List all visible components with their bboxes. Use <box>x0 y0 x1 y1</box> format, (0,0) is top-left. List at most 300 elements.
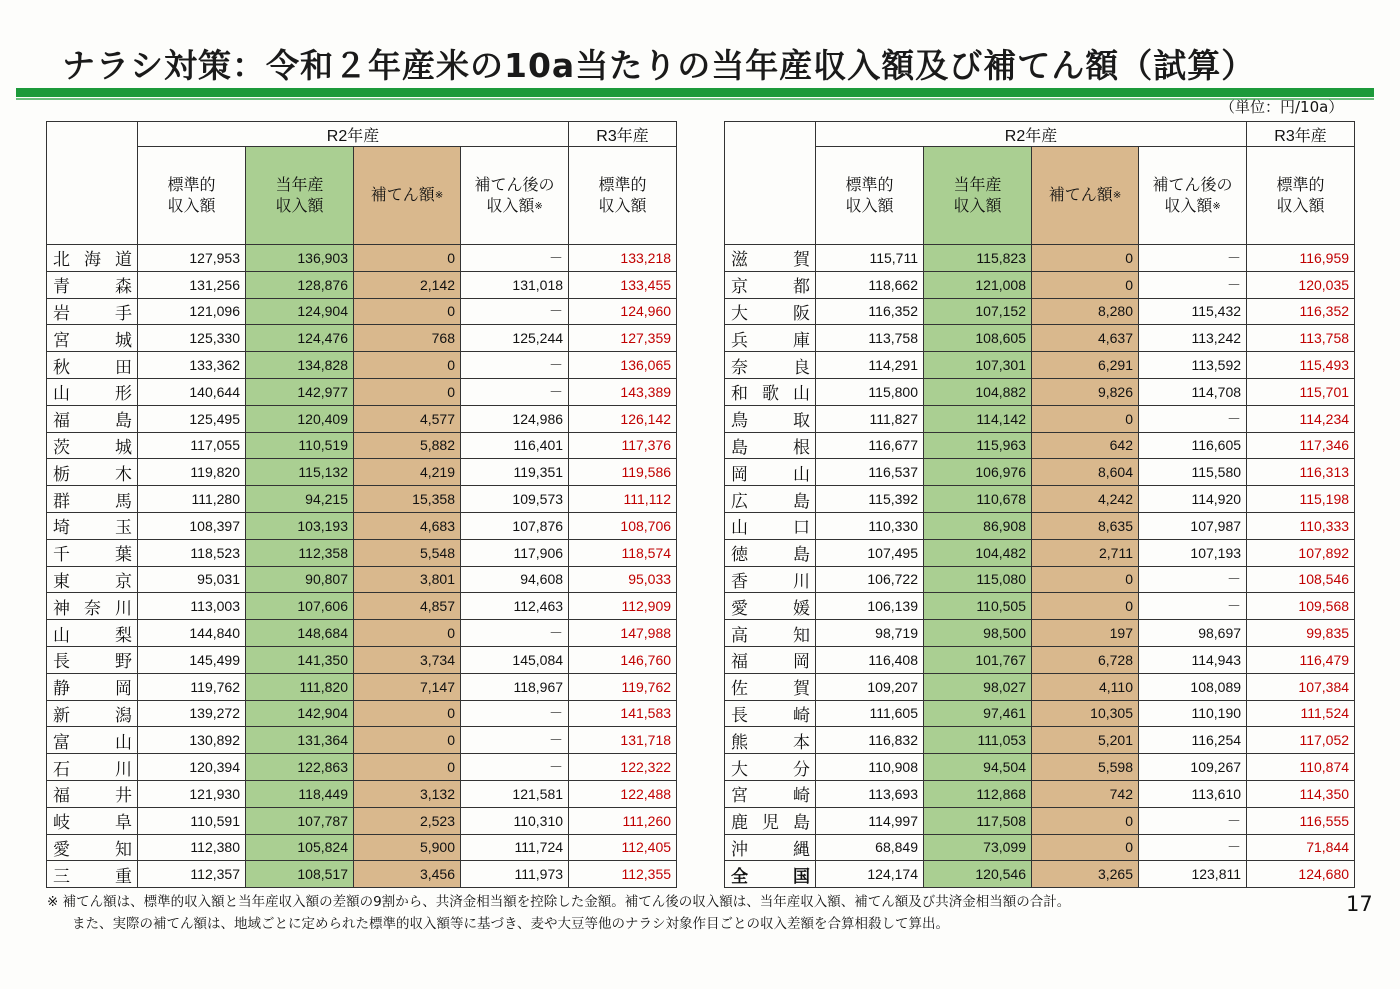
compensation-cell: 0 <box>354 245 461 272</box>
after-comp-cell: 107,987 <box>1139 512 1247 539</box>
table-row <box>47 727 677 754</box>
std-income-cell: 125,330 <box>138 325 246 352</box>
compensation-cell: 2,142 <box>354 271 461 298</box>
r3-std-income-cell: 131,718 <box>569 727 677 754</box>
prefecture-cell: 青森 <box>47 271 138 298</box>
current-income-cell: 86,908 <box>924 512 1032 539</box>
compensation-cell: 0 <box>354 378 461 405</box>
compensation-header: 補てん額※ <box>354 147 461 245</box>
r3-std-income-cell: 124,960 <box>569 298 677 325</box>
r3-std-income-cell: 109,568 <box>1247 593 1355 620</box>
std-income-cell: 110,908 <box>816 754 924 781</box>
current-income-cell: 115,132 <box>246 459 354 486</box>
compensation-cell: 8,280 <box>1032 298 1139 325</box>
current-income-cell: 114,142 <box>924 405 1032 432</box>
prefecture-cell: 徳島 <box>725 539 816 566</box>
current-income-cell: 90,807 <box>246 566 354 593</box>
compensation-cell: 3,801 <box>354 566 461 593</box>
compensation-cell: 0 <box>354 352 461 379</box>
current-income-header: 当年産 収入額 <box>924 147 1032 245</box>
std-income-cell: 131,256 <box>138 271 246 298</box>
prefecture-cell: 群馬 <box>47 486 138 513</box>
compensation-cell: 6,728 <box>1032 646 1139 673</box>
std-income-cell: 108,397 <box>138 512 246 539</box>
compensation-cell: 4,683 <box>354 512 461 539</box>
compensation-cell: 0 <box>1032 405 1139 432</box>
current-income-cell: 121,008 <box>924 271 1032 298</box>
compensation-cell: 5,598 <box>1032 754 1139 781</box>
table-row <box>725 459 1355 486</box>
compensation-cell: 8,635 <box>1032 512 1139 539</box>
prefecture-cell: 鹿児島 <box>725 807 816 834</box>
r3-std-income-cell: 71,844 <box>1247 834 1355 861</box>
current-income-cell: 107,606 <box>246 593 354 620</box>
table-row <box>725 727 1355 754</box>
compensation-cell: 8,604 <box>1032 459 1139 486</box>
after-comp-cell: 131,018 <box>461 271 569 298</box>
table-row <box>725 861 1355 888</box>
title-underline-thin <box>16 98 1374 100</box>
r3-std-income-cell: 108,706 <box>569 512 677 539</box>
r3-std-income-cell: 113,758 <box>1247 325 1355 352</box>
after-comp-cell: 111,724 <box>461 834 569 861</box>
r3-std-income-cell: 143,389 <box>569 378 677 405</box>
std-income-cell: 111,827 <box>816 405 924 432</box>
compensation-cell: 768 <box>354 325 461 352</box>
prefecture-cell: 大阪 <box>725 298 816 325</box>
current-income-cell: 148,684 <box>246 620 354 647</box>
table-row <box>47 245 677 272</box>
compensation-cell: 2,711 <box>1032 539 1139 566</box>
compensation-cell: 7,147 <box>354 673 461 700</box>
prefecture-cell: 長野 <box>47 646 138 673</box>
current-income-cell: 115,080 <box>924 566 1032 593</box>
r3-std-income-cell: 117,346 <box>1247 432 1355 459</box>
prefecture-cell: 宮城 <box>47 325 138 352</box>
right-table <box>724 121 1355 888</box>
current-income-cell: 122,863 <box>246 754 354 781</box>
std-income-cell: 112,380 <box>138 834 246 861</box>
footnote-1: ※ 補てん額は、標準的収入額と当年産収入額の差額の9割から、共済金相当額を控除した金額。補てん後の収入額は、当年産収入額、補てん額及び共済金相当額の合計。 <box>47 894 1071 910</box>
table-row <box>47 646 677 673</box>
r3-std-income-cell: 116,352 <box>1247 298 1355 325</box>
r3-header: R3年産 <box>569 122 677 147</box>
current-income-cell: 107,152 <box>924 298 1032 325</box>
current-income-cell: 115,823 <box>924 245 1032 272</box>
after-comp-cell: 107,193 <box>1139 539 1247 566</box>
r3-std-income-cell: 116,959 <box>1247 245 1355 272</box>
table-row <box>725 700 1355 727</box>
table-row <box>47 700 677 727</box>
after-comp-cell: 111,973 <box>461 861 569 888</box>
std-income-cell: 116,352 <box>816 298 924 325</box>
std-income-header: 標準的 収入額 <box>138 147 246 245</box>
compensation-cell: 0 <box>1032 566 1139 593</box>
prefecture-cell: 新潟 <box>47 700 138 727</box>
after-comp-cell: 107,876 <box>461 512 569 539</box>
after-comp-cell: 114,943 <box>1139 646 1247 673</box>
current-income-cell: 108,605 <box>924 325 1032 352</box>
prefecture-cell: 秋田 <box>47 352 138 379</box>
after-comp-cell: 98,697 <box>1139 620 1247 647</box>
prefecture-cell: 岩手 <box>47 298 138 325</box>
prefecture-cell: 福島 <box>47 405 138 432</box>
prefecture-cell: 高知 <box>725 620 816 647</box>
current-income-cell: 117,508 <box>924 807 1032 834</box>
prefecture-cell: 滋賀 <box>725 245 816 272</box>
r3-std-income-cell: 99,835 <box>1247 620 1355 647</box>
table-row <box>725 593 1355 620</box>
r3-std-income-cell: 110,874 <box>1247 754 1355 781</box>
r3-std-income-cell: 117,052 <box>1247 727 1355 754</box>
prefecture-cell: 愛媛 <box>725 593 816 620</box>
after-comp-header: 補てん後の 収入額※ <box>461 147 569 245</box>
table-row <box>725 646 1355 673</box>
prefecture-cell: 鳥取 <box>725 405 816 432</box>
std-income-cell: 121,096 <box>138 298 246 325</box>
r3-std-income-cell: 119,586 <box>569 459 677 486</box>
std-income-cell: 121,930 <box>138 780 246 807</box>
r3-std-income-cell: 112,909 <box>569 593 677 620</box>
after-comp-cell: 145,084 <box>461 646 569 673</box>
after-comp-cell: － <box>461 378 569 405</box>
r3-std-income-cell: 116,313 <box>1247 459 1355 486</box>
std-income-cell: 107,495 <box>816 539 924 566</box>
std-income-cell: 111,280 <box>138 486 246 513</box>
r3-std-income-cell: 115,701 <box>1247 378 1355 405</box>
after-comp-cell: － <box>1139 807 1247 834</box>
current-income-cell: 106,976 <box>924 459 1032 486</box>
r3-std-income-cell: 110,333 <box>1247 512 1355 539</box>
current-income-cell: 110,678 <box>924 486 1032 513</box>
current-income-cell: 98,027 <box>924 673 1032 700</box>
compensation-cell: 0 <box>1032 834 1139 861</box>
after-comp-cell: － <box>461 245 569 272</box>
r3-std-income-cell: 124,680 <box>1247 861 1355 888</box>
r3-std-income-cell: 111,524 <box>1247 700 1355 727</box>
after-comp-cell: 117,906 <box>461 539 569 566</box>
prefecture-cell: 広島 <box>725 486 816 513</box>
std-income-cell: 127,953 <box>138 245 246 272</box>
current-income-cell: 94,215 <box>246 486 354 513</box>
current-income-cell: 112,358 <box>246 539 354 566</box>
std-income-cell: 133,362 <box>138 352 246 379</box>
r3-std-income-cell: 114,350 <box>1247 780 1355 807</box>
compensation-cell: 4,242 <box>1032 486 1139 513</box>
r3-std-income-cell: 127,359 <box>569 325 677 352</box>
after-comp-cell: 119,351 <box>461 459 569 486</box>
std-income-cell: 106,139 <box>816 593 924 620</box>
r3-std-income-cell: 122,322 <box>569 754 677 781</box>
std-income-cell: 109,207 <box>816 673 924 700</box>
compensation-cell: 197 <box>1032 620 1139 647</box>
prefecture-cell: 東京 <box>47 566 138 593</box>
compensation-cell: 0 <box>354 727 461 754</box>
std-income-cell: 114,997 <box>816 807 924 834</box>
std-income-cell: 113,693 <box>816 780 924 807</box>
current-income-cell: 94,504 <box>924 754 1032 781</box>
page-number: 17 <box>1346 892 1373 916</box>
std-income-cell: 116,537 <box>816 459 924 486</box>
prefecture-cell: 奈良 <box>725 352 816 379</box>
compensation-cell: 3,734 <box>354 646 461 673</box>
compensation-cell: 0 <box>354 700 461 727</box>
left-table <box>46 121 677 888</box>
std-income-cell: 114,291 <box>816 352 924 379</box>
std-income-cell: 115,392 <box>816 486 924 513</box>
r3-std-income-cell: 115,198 <box>1247 486 1355 513</box>
current-income-cell: 107,787 <box>246 807 354 834</box>
std-income-cell: 115,800 <box>816 378 924 405</box>
after-comp-cell: 114,920 <box>1139 486 1247 513</box>
std-income-cell: 145,499 <box>138 646 246 673</box>
r3-std-income-cell: 112,405 <box>569 834 677 861</box>
table-row <box>47 512 677 539</box>
table-row <box>725 780 1355 807</box>
current-income-cell: 120,546 <box>924 861 1032 888</box>
std-income-cell: 140,644 <box>138 378 246 405</box>
current-income-cell: 108,517 <box>246 861 354 888</box>
after-comp-cell: 113,610 <box>1139 780 1247 807</box>
after-comp-cell: 123,811 <box>1139 861 1247 888</box>
std-income-cell: 95,031 <box>138 566 246 593</box>
compensation-cell: 6,291 <box>1032 352 1139 379</box>
unit-label: （単位：円/10a） <box>1220 98 1344 116</box>
std-income-cell: 116,832 <box>816 727 924 754</box>
compensation-cell: 0 <box>1032 245 1139 272</box>
current-income-cell: 111,820 <box>246 673 354 700</box>
after-comp-cell: － <box>1139 245 1247 272</box>
table-row <box>725 566 1355 593</box>
r2-header: R2年産 <box>816 122 1247 147</box>
prefecture-cell: 千葉 <box>47 539 138 566</box>
compensation-cell: 15,358 <box>354 486 461 513</box>
current-income-cell: 104,482 <box>924 539 1032 566</box>
after-comp-header: 補てん後の 収入額※ <box>1139 147 1247 245</box>
current-income-cell: 134,828 <box>246 352 354 379</box>
r3-std-income-cell: 122,488 <box>569 780 677 807</box>
table-row <box>47 861 677 888</box>
r3-std-income-cell: 133,455 <box>569 271 677 298</box>
after-comp-cell: 109,267 <box>1139 754 1247 781</box>
r3-std-income-header: 標準的 収入額 <box>569 147 677 245</box>
r3-std-income-cell: 108,546 <box>1247 566 1355 593</box>
r3-std-income-cell: 126,142 <box>569 405 677 432</box>
r3-std-income-cell: 141,583 <box>569 700 677 727</box>
after-comp-cell: 125,244 <box>461 325 569 352</box>
compensation-cell: 0 <box>354 754 461 781</box>
compensation-cell: 10,305 <box>1032 700 1139 727</box>
r3-std-income-cell: 115,493 <box>1247 352 1355 379</box>
after-comp-cell: － <box>461 298 569 325</box>
after-comp-cell: 112,463 <box>461 593 569 620</box>
table-row <box>47 325 677 352</box>
r3-std-income-cell: 118,574 <box>569 539 677 566</box>
after-comp-cell: － <box>1139 566 1247 593</box>
compensation-cell: 4,857 <box>354 593 461 620</box>
r3-std-income-cell: 120,035 <box>1247 271 1355 298</box>
compensation-cell: 4,219 <box>354 459 461 486</box>
std-income-cell: 110,591 <box>138 807 246 834</box>
std-income-cell: 111,605 <box>816 700 924 727</box>
table-row <box>725 352 1355 379</box>
table-row <box>47 298 677 325</box>
current-income-cell: 104,882 <box>924 378 1032 405</box>
r3-std-income-cell: 112,355 <box>569 861 677 888</box>
after-comp-cell: － <box>1139 834 1247 861</box>
table-row <box>725 486 1355 513</box>
current-income-cell: 131,364 <box>246 727 354 754</box>
table-row <box>725 539 1355 566</box>
r2-header: R2年産 <box>138 122 569 147</box>
prefecture-cell: 長崎 <box>725 700 816 727</box>
prefecture-cell: 香川 <box>725 566 816 593</box>
current-income-cell: 110,505 <box>924 593 1032 620</box>
r3-std-income-cell: 116,479 <box>1247 646 1355 673</box>
table-row <box>47 271 677 298</box>
prefecture-cell: 島根 <box>725 432 816 459</box>
compensation-cell: 0 <box>354 620 461 647</box>
prefecture-cell: 山梨 <box>47 620 138 647</box>
corner-cell <box>725 122 816 245</box>
table-row <box>725 673 1355 700</box>
prefecture-cell: 沖縄 <box>725 834 816 861</box>
after-comp-cell: 110,310 <box>461 807 569 834</box>
after-comp-cell: 116,254 <box>1139 727 1247 754</box>
r3-std-income-header: 標準的 収入額 <box>1247 147 1355 245</box>
prefecture-cell: 三重 <box>47 861 138 888</box>
r3-std-income-cell: 146,760 <box>569 646 677 673</box>
prefecture-cell: 京都 <box>725 271 816 298</box>
compensation-cell: 0 <box>354 298 461 325</box>
r3-std-income-cell: 147,988 <box>569 620 677 647</box>
table-row <box>47 834 677 861</box>
footnote-2: また、実際の補てん額は、地域ごとに定められた標準的収入額等に基づき、麦や大豆等他のナラシ対象作目ごとの収入差額を合算相殺して算出。 <box>72 916 949 932</box>
after-comp-cell: 118,967 <box>461 673 569 700</box>
table-row <box>47 459 677 486</box>
prefecture-cell: 山形 <box>47 378 138 405</box>
compensation-cell: 0 <box>1032 271 1139 298</box>
current-income-header: 当年産 収入額 <box>246 147 354 245</box>
compensation-header: 補てん額※ <box>1032 147 1139 245</box>
after-comp-cell: 113,242 <box>1139 325 1247 352</box>
prefecture-cell: 岐阜 <box>47 807 138 834</box>
prefecture-cell: 愛知 <box>47 834 138 861</box>
table-row <box>725 807 1355 834</box>
table-row <box>47 807 677 834</box>
after-comp-cell: － <box>461 727 569 754</box>
after-comp-cell: － <box>461 352 569 379</box>
table-row <box>47 673 677 700</box>
compensation-cell: 4,637 <box>1032 325 1139 352</box>
r3-std-income-cell: 119,762 <box>569 673 677 700</box>
after-comp-cell: 116,401 <box>461 432 569 459</box>
table-row <box>47 486 677 513</box>
after-comp-cell: － <box>1139 271 1247 298</box>
compensation-cell: 3,132 <box>354 780 461 807</box>
current-income-cell: 141,350 <box>246 646 354 673</box>
table-row <box>47 566 677 593</box>
std-income-cell: 139,272 <box>138 700 246 727</box>
std-income-cell: 106,722 <box>816 566 924 593</box>
compensation-cell: 642 <box>1032 432 1139 459</box>
after-comp-cell: 113,592 <box>1139 352 1247 379</box>
compensation-cell: 4,577 <box>354 405 461 432</box>
std-income-cell: 118,662 <box>816 271 924 298</box>
prefecture-cell: 埼玉 <box>47 512 138 539</box>
r3-std-income-cell: 107,892 <box>1247 539 1355 566</box>
table-row <box>47 378 677 405</box>
current-income-cell: 142,904 <box>246 700 354 727</box>
std-income-cell: 120,394 <box>138 754 246 781</box>
table-row <box>47 754 677 781</box>
r3-std-income-cell: 117,376 <box>569 432 677 459</box>
prefecture-cell: 栃木 <box>47 459 138 486</box>
prefecture-cell: 佐賀 <box>725 673 816 700</box>
after-comp-cell: － <box>1139 593 1247 620</box>
after-comp-cell: 94,608 <box>461 566 569 593</box>
prefecture-cell: 福岡 <box>725 646 816 673</box>
std-income-cell: 112,357 <box>138 861 246 888</box>
table-row <box>725 298 1355 325</box>
std-income-cell: 119,820 <box>138 459 246 486</box>
current-income-cell: 124,904 <box>246 298 354 325</box>
after-comp-cell: － <box>461 620 569 647</box>
std-income-cell: 116,408 <box>816 646 924 673</box>
compensation-cell: 5,882 <box>354 432 461 459</box>
after-comp-cell: 109,573 <box>461 486 569 513</box>
r3-std-income-cell: 136,065 <box>569 352 677 379</box>
table-row <box>47 780 677 807</box>
std-income-cell: 119,762 <box>138 673 246 700</box>
after-comp-cell: 116,605 <box>1139 432 1247 459</box>
compensation-cell: 3,456 <box>354 861 461 888</box>
prefecture-cell: 熊本 <box>725 727 816 754</box>
prefecture-cell: 神奈川 <box>47 593 138 620</box>
prefecture-cell: 宮崎 <box>725 780 816 807</box>
current-income-cell: 97,461 <box>924 700 1032 727</box>
std-income-header: 標準的 収入額 <box>816 147 924 245</box>
std-income-cell: 144,840 <box>138 620 246 647</box>
table-row <box>725 834 1355 861</box>
current-income-cell: 124,476 <box>246 325 354 352</box>
compensation-cell: 742 <box>1032 780 1139 807</box>
r3-std-income-cell: 111,112 <box>569 486 677 513</box>
prefecture-cell: 岡山 <box>725 459 816 486</box>
current-income-cell: 111,053 <box>924 727 1032 754</box>
after-comp-cell: － <box>461 700 569 727</box>
prefecture-cell: 北海道 <box>47 245 138 272</box>
current-income-cell: 105,824 <box>246 834 354 861</box>
prefecture-cell: 福井 <box>47 780 138 807</box>
current-income-cell: 73,099 <box>924 834 1032 861</box>
current-income-cell: 101,767 <box>924 646 1032 673</box>
std-income-cell: 115,711 <box>816 245 924 272</box>
std-income-cell: 124,174 <box>816 861 924 888</box>
table-row <box>725 405 1355 432</box>
after-comp-cell: － <box>461 754 569 781</box>
prefecture-cell: 和歌山 <box>725 378 816 405</box>
after-comp-cell: 115,580 <box>1139 459 1247 486</box>
compensation-cell: 5,201 <box>1032 727 1139 754</box>
corner-cell <box>47 122 138 245</box>
table-row <box>725 432 1355 459</box>
current-income-cell: 142,977 <box>246 378 354 405</box>
table-row <box>725 245 1355 272</box>
std-income-cell: 130,892 <box>138 727 246 754</box>
prefecture-cell: 富山 <box>47 727 138 754</box>
compensation-cell: 0 <box>1032 593 1139 620</box>
